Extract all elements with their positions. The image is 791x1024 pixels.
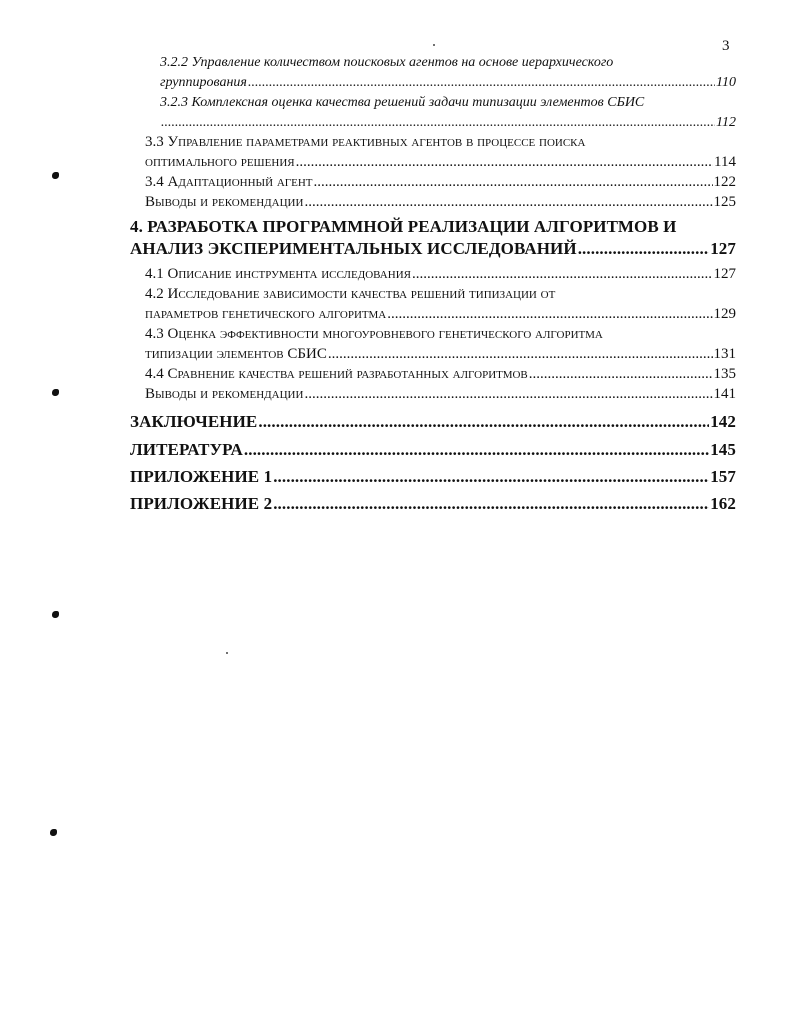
toc-entry-4-2-line1: 4.2 Исследование зависимости качества решений типизации от bbox=[145, 286, 556, 302]
toc-entry-3-conclusions-title: Выводы и рекомендации bbox=[145, 194, 304, 210]
toc-entry-3-2-2-line2: группирования bbox=[160, 75, 247, 90]
leader-dots bbox=[273, 494, 709, 514]
toc-entry-4-3-line2: типизации элементов СБИС bbox=[145, 346, 327, 362]
toc-entry-3-2-2-line1: 3.2.2 Управление количеством поисковых агентов на основе иерархического bbox=[160, 55, 614, 70]
leader-dots bbox=[273, 467, 709, 487]
toc-page-3-2-2: 110 bbox=[716, 75, 736, 90]
toc-page-3-2-3: 112 bbox=[716, 115, 736, 130]
toc-page-4-conclusions: 141 bbox=[713, 386, 736, 402]
toc-entry-4-1-title: 4.1 Описание инструмента исследования bbox=[145, 266, 411, 282]
leader-dots bbox=[412, 266, 713, 283]
toc-page-literature: 145 bbox=[710, 440, 736, 459]
toc-entry-literature-title: ЛИТЕРАТУРА bbox=[130, 440, 243, 459]
toc-entry-conclusion-title: ЗАКЛЮЧЕНИЕ bbox=[130, 412, 258, 431]
toc-entry-appendix-1-title: ПРИЛОЖЕНИЕ 1 bbox=[130, 467, 273, 486]
leader-dots bbox=[529, 366, 713, 383]
toc-page-conclusion: 142 bbox=[710, 412, 736, 431]
toc-entry-4-4-title: 4.4 Сравнение качества решений разработанных алгоритмов bbox=[145, 366, 528, 382]
leader-dots bbox=[314, 174, 713, 191]
toc-entry-4-3-line1: 4.3 Оценка эффективности многоуровневого генетического алгоритма bbox=[145, 326, 603, 342]
toc-entry-conclusion bbox=[130, 412, 736, 432]
binder-hole-mark bbox=[52, 172, 59, 179]
toc-entry-3-2-2 bbox=[160, 75, 736, 91]
toc-entry-4-4 bbox=[145, 366, 736, 383]
scan-speck bbox=[226, 652, 228, 654]
leader-dots bbox=[244, 440, 709, 460]
toc-page-3-conclusions: 125 bbox=[713, 194, 736, 210]
toc-entry-4-conclusions bbox=[145, 386, 736, 403]
leader-dots bbox=[304, 386, 712, 403]
toc-page-3-3: 114 bbox=[714, 154, 736, 170]
toc-entry-3-4-title: 3.4 Адаптационный агент bbox=[145, 174, 313, 190]
leader-dots bbox=[578, 239, 710, 259]
binder-hole-mark bbox=[52, 611, 59, 618]
toc-entry-3-3 bbox=[145, 154, 736, 171]
toc-page-4-1: 127 bbox=[713, 266, 736, 282]
toc-entry-3-2-3-line1: 3.2.3 Комплексная оценка качества решений задачи типизации элементов СБИС bbox=[160, 95, 645, 110]
toc-entry-3-2-3 bbox=[160, 115, 736, 131]
binder-hole-mark bbox=[52, 389, 59, 396]
toc-entry-4-line1: 4. РАЗРАБОТКА ПРОГРАММНОЙ РЕАЛИЗАЦИИ АЛГОРИТМОВ И bbox=[130, 217, 677, 236]
leader-dots bbox=[161, 115, 715, 131]
toc-entry-3-3-line1: 3.3 Управление параметрами реактивных агентов в процессе поиска bbox=[145, 134, 586, 150]
toc-entry-4-3 bbox=[145, 346, 736, 363]
toc-entry-appendix-2-title: ПРИЛОЖЕНИЕ 2 bbox=[130, 494, 273, 513]
toc-page-4-4: 135 bbox=[713, 366, 736, 382]
toc-page-4: 127 bbox=[710, 239, 736, 258]
toc-entry-literature bbox=[130, 440, 736, 460]
toc-entry-4-conclusions-title: Выводы и рекомендации bbox=[145, 386, 304, 402]
leader-dots bbox=[328, 346, 713, 363]
leader-dots bbox=[304, 194, 712, 211]
toc-entry-4-2-line2: параметров генетического алгоритма bbox=[145, 306, 387, 322]
toc-entry-3-conclusions bbox=[145, 194, 736, 211]
toc-page-4-2: 129 bbox=[713, 306, 736, 322]
toc-page-appendix-2: 162 bbox=[710, 494, 736, 513]
toc-entry-4-2 bbox=[145, 306, 736, 323]
toc-entry-4-1 bbox=[145, 266, 736, 283]
toc-page-appendix-1: 157 bbox=[710, 467, 736, 486]
binder-hole-mark bbox=[50, 829, 57, 836]
leader-dots bbox=[248, 75, 715, 91]
leader-dots bbox=[296, 154, 713, 171]
toc-entry-4-line2: АНАЛИЗ ЭКСПЕРИМЕНТАЛЬНЫХ ИССЛЕДОВАНИЙ bbox=[130, 239, 577, 258]
toc-entry-appendix-1 bbox=[130, 467, 736, 487]
scan-speck bbox=[433, 44, 435, 46]
toc-page-4-3: 131 bbox=[713, 346, 736, 362]
page-number: 3 bbox=[722, 38, 730, 54]
leader-dots bbox=[258, 412, 709, 432]
leader-dots bbox=[387, 306, 712, 323]
toc-entry-3-4 bbox=[145, 174, 736, 191]
toc-entry-4 bbox=[130, 239, 736, 259]
toc-page-3-4: 122 bbox=[713, 174, 736, 190]
toc-entry-appendix-2 bbox=[130, 494, 736, 514]
toc-entry-3-3-line2: оптимального решения bbox=[145, 154, 295, 170]
